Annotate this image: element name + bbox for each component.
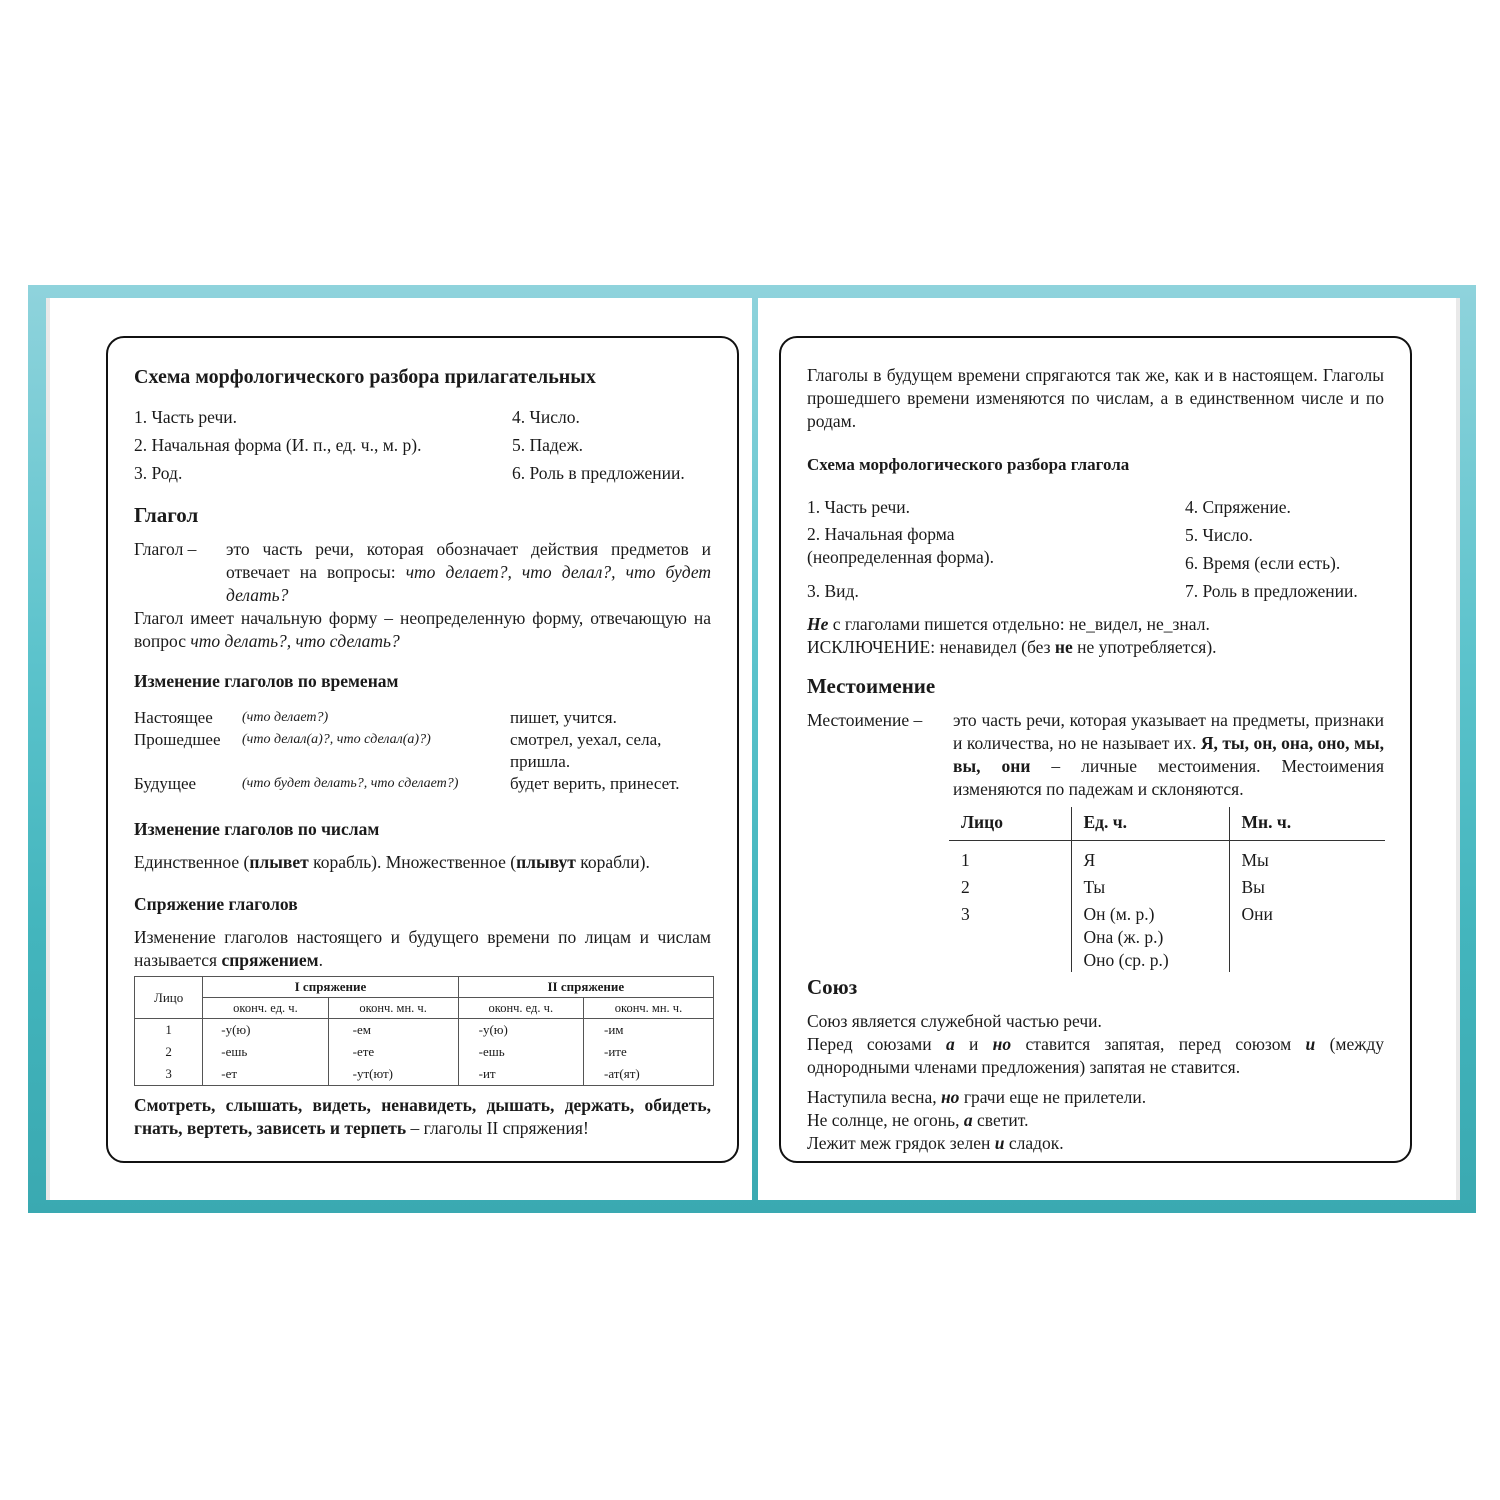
t: а — [945, 1034, 955, 1054]
t: – глаголы II спряжения! — [406, 1118, 589, 1138]
text: это часть речи, которая обозначает действия предметов и отвечает на вопросы: — [226, 539, 711, 582]
number-heading: Изменение глаголов по числам — [134, 819, 380, 839]
t: корабли). — [575, 852, 650, 872]
right-reference-card — [779, 336, 1412, 1163]
ne-rule — [807, 613, 1384, 636]
pronoun-table — [949, 807, 1385, 972]
table-row — [135, 1063, 714, 1086]
cell: -ит — [458, 1063, 583, 1086]
t: грачи еще не прилетели. — [959, 1087, 1147, 1107]
table-row — [949, 876, 1385, 903]
t: – личные местоимения. Местоимения изменяются по падежам и склоняются. — [953, 756, 1385, 799]
header: Ед. ч. — [1071, 807, 1229, 841]
tense-question: (что делает?) — [242, 710, 329, 725]
t: Смотреть, слышать, видеть, ненавидеть, дышать, держать, обидеть, гнать, вертеть, зависеть и терпеть — [134, 1095, 711, 1138]
verb-definition — [134, 538, 711, 607]
tense-name: Настоящее — [134, 708, 213, 727]
adjective-scheme-title: Схема морфологического разбора прилагательных — [134, 366, 596, 388]
tense-list — [134, 707, 711, 795]
t: Единственное ( — [134, 852, 250, 872]
questions: что делать?, что сделать? — [190, 631, 400, 651]
list-item: 3. Род. — [134, 463, 183, 483]
t: корабль). Множественное ( — [308, 852, 517, 872]
list-item: 1. Часть речи. — [807, 497, 911, 517]
t: Наступила весна, — [807, 1087, 941, 1107]
tense-name: Будущее — [134, 774, 197, 793]
exception-verbs — [134, 1094, 711, 1140]
cell: -ите — [583, 1041, 713, 1063]
table-row — [135, 1041, 714, 1063]
cell: -ут(ют) — [328, 1063, 458, 1086]
tense-heading: Изменение глаголов по временам — [134, 671, 399, 691]
cell: -у(ю) — [203, 1019, 328, 1042]
tense-example: пишет, учится. — [510, 708, 617, 727]
t: но — [940, 1087, 960, 1107]
t: сладок. — [1004, 1133, 1064, 1153]
list-item: 7. Роль в предложении. — [1185, 581, 1358, 601]
cell: Я — [1071, 841, 1229, 877]
union-text: Союз является служебной частью речи. — [807, 1011, 1102, 1031]
adjective-scheme-list — [134, 405, 711, 485]
subheader: оконч. мн. ч. — [328, 998, 458, 1019]
union-heading: Союз — [807, 975, 858, 999]
ne-exception — [807, 636, 1384, 659]
t: Лежит меж грядок зелен — [807, 1133, 995, 1153]
list-item: 4. Спряжение. — [1185, 497, 1291, 517]
t: и — [1305, 1034, 1316, 1054]
t: (между однородными членами предложения) запятая не ставится. — [807, 1034, 1384, 1077]
t: . — [318, 950, 323, 970]
cell: 2 — [949, 876, 1071, 903]
t: и — [954, 1034, 993, 1054]
example — [807, 1132, 1384, 1155]
header: Мн. ч. — [1229, 807, 1385, 841]
table-row — [135, 1019, 714, 1042]
header-conj-2: II спряжение — [458, 977, 713, 998]
tense-example: будет верить, принесет. — [510, 774, 680, 793]
verb-heading: Глагол — [134, 503, 199, 527]
example — [807, 1086, 1384, 1109]
verb-scheme-list — [807, 495, 1384, 603]
t: с глаголами пишется отдельно: не_видел, не_знал. — [828, 614, 1210, 634]
t: Не — [807, 614, 829, 634]
example — [807, 1109, 1384, 1132]
cell: -ат(ят) — [583, 1063, 713, 1086]
t: ставится запятая, перед союзом — [1011, 1034, 1306, 1054]
tense-example: смотрел, уехал, села, пришла. — [510, 730, 662, 771]
list-item: 5. Падеж. — [512, 435, 584, 455]
left-reference-card — [106, 336, 739, 1163]
subheader: оконч. ед. ч. — [458, 998, 583, 1019]
cell: 3 — [135, 1063, 203, 1086]
cell: 1 — [135, 1019, 203, 1042]
table-row — [949, 903, 1385, 972]
t: не — [1054, 637, 1073, 657]
list-item: 5. Число. — [1185, 525, 1253, 545]
text: Глагол имеет начальную форму – неопределенную форму, отвечающую на вопрос — [134, 608, 711, 651]
header-conj-1: I спряжение — [203, 977, 458, 998]
t: Изменение глаголов настоящего и будущего времени по лицам и числам называется — [134, 927, 711, 970]
conjugation-text — [134, 926, 711, 972]
subheader: оконч. мн. ч. — [583, 998, 713, 1019]
cell: Ты — [1071, 876, 1229, 903]
infinitive-text — [134, 607, 711, 653]
list-item: 1. Часть речи. — [134, 407, 238, 427]
cell: Вы — [1241, 877, 1265, 897]
conjugation-table — [134, 976, 714, 1086]
t: а — [963, 1110, 973, 1130]
t: и — [994, 1133, 1005, 1153]
cell: -ешь — [203, 1041, 328, 1063]
t: Перед союзами — [807, 1034, 946, 1054]
union-rule — [807, 1033, 1384, 1079]
cell: -им — [583, 1019, 713, 1042]
verb-scheme-title: Схема морфологического разбора глагола — [807, 455, 1130, 474]
subheader: оконч. ед. ч. — [203, 998, 328, 1019]
pronoun-heading: Местоимение — [807, 674, 936, 698]
number-text — [134, 851, 711, 874]
header-face: Лицо — [135, 977, 203, 1019]
cell: -ешь — [458, 1041, 583, 1063]
cell: 1 — [949, 841, 1071, 877]
t: но — [992, 1034, 1012, 1054]
t: Я, ты, он, она, оно, мы, вы, они — [953, 733, 1384, 776]
t: светит. — [972, 1110, 1029, 1130]
t: это часть речи, которая указывает на предметы, признаки и количества, но не называет их. — [953, 710, 1384, 753]
list-item: 4. Число. — [512, 407, 580, 427]
t: Не солнце, не огонь, — [807, 1110, 964, 1130]
t: спряжением — [221, 950, 319, 970]
list-item: 6. Время (если есть). — [1185, 553, 1341, 573]
t: плывет — [249, 852, 309, 872]
definition-text — [226, 538, 711, 607]
cell: Они — [1241, 904, 1273, 924]
term: Глагол – — [134, 539, 197, 559]
list-item: 6. Роль в предложении. — [512, 463, 685, 483]
t: ИСКЛЮЧЕНИЕ: ненавидел (без — [807, 637, 1055, 657]
table-row — [949, 841, 1385, 877]
tense-name: Прошедшее — [134, 730, 221, 749]
cell: Мы — [1241, 850, 1269, 870]
cell: 3 — [949, 903, 1071, 972]
cell: 2 — [135, 1041, 203, 1063]
cell: -ете — [328, 1041, 458, 1063]
t: не употребляется). — [1072, 637, 1217, 657]
conjugation-heading: Спряжение глаголов — [134, 894, 298, 914]
cell: -ет — [203, 1063, 328, 1086]
definition-text — [953, 709, 1384, 801]
list-item: 2. Начальная форма (И. п., ед. ч., м. р). — [134, 435, 422, 455]
term: Местоимение – — [807, 710, 923, 730]
t: плывут — [516, 852, 576, 872]
tense-question: (что будет делать?, что сделает?) — [242, 776, 459, 791]
pronoun-definition — [807, 709, 1384, 801]
header: Лицо — [949, 807, 1071, 841]
cell: Он (м. р.) Она (ж. р.) Оно (ср. р.) — [1071, 903, 1229, 972]
cell: -у(ю) — [458, 1019, 583, 1042]
list-item: 2. Начальная форма (неопределенная форма). — [807, 524, 994, 567]
future-tense-text: Глаголы в будущем времени спрягаются так же, как и в настоящем. Глаголы прошедшего времени изменяются по числам, а в единственном числе и по родам. — [807, 365, 1384, 431]
list-item: 3. Вид. — [807, 581, 859, 601]
questions: что делает?, что делал?, что будет делать? — [226, 562, 711, 605]
tense-question: (что делал(а)?, что сделал(а)?) — [242, 732, 431, 747]
cell: -ем — [328, 1019, 458, 1042]
